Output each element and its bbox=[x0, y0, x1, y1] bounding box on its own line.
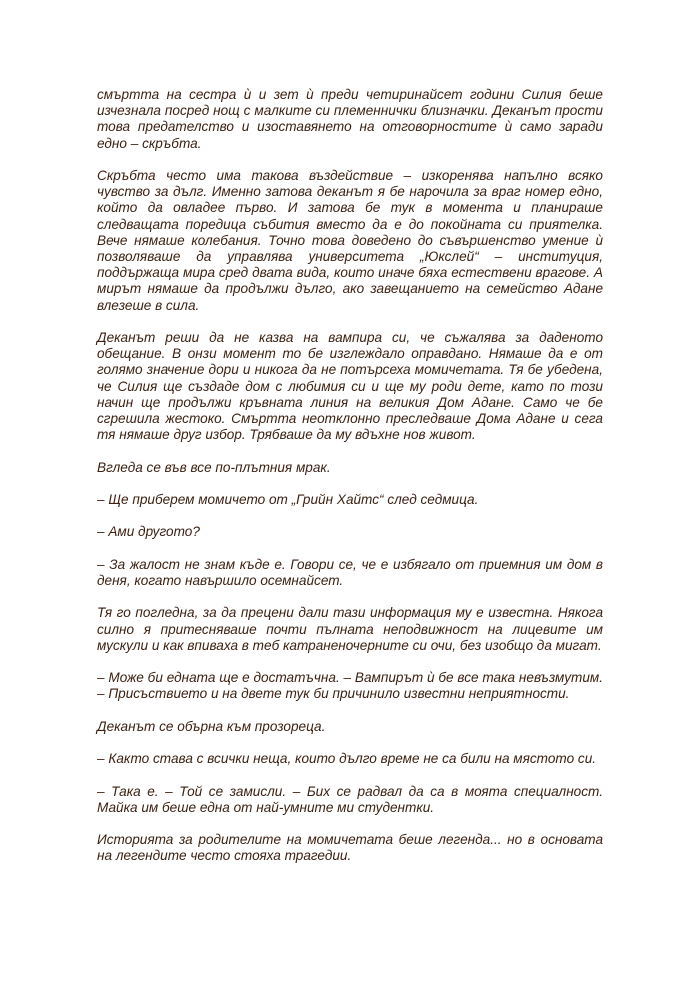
paragraph-7: – За жалост не знам къде е. Говори се, че е избягало от приемния им дом в деня, когато навършило осемнайсет. bbox=[97, 556, 603, 588]
paragraph-2: Скръбта често има такова въздействие – изкоренява напълно всяко чувство за дълг. Именно затова деканът я бе нарочила за враг номер едно, който да овладее първо. И затова бе тук в момента и планираше следващата поредица събития вместо да е до покойната си приятелка. Вече нямаше колебания. Точно това доведено до съвършенство умение ѝ позволяваше да управлява университета „Юкслей“ – институция, поддържаща мира сред двата вида, които иначе бяха естествени врагове. А мирът нямаше да продължи дълго, ако завещанието на семейство Адане влезеше в сила. bbox=[97, 168, 603, 313]
paragraph-6: – Ами другото? bbox=[97, 524, 200, 540]
paragraph-13: Историята за родителите на момичетата беше легенда... но в основата на легендите често стояха трагедии. bbox=[97, 832, 603, 864]
document-page bbox=[97, 87, 603, 881]
paragraph-10: Деканът се обърна към прозореца. bbox=[97, 718, 326, 734]
paragraph-3: Деканът реши да не казва на вампира си, че съжалява за даденото обещание. В онзи момент то бе изглеждало оправдано. Нямаше да е от голямо значение дори и никога да не потърсеха момичетата. Тя бе убедена, че Силия ще създаде дом с любимия си и ще му роди дете, като по този начин ще продължи кръвната линия на великия Дом Адане. Само че бе сгрешила жестоко. Смъртта неотклонно преследваше Дома Адане и сега тя нямаше друг избор. Трябваше да му вдъхне нов живот. bbox=[97, 330, 603, 443]
paragraph-4: Вгледа се във все по-плътния мрак. bbox=[97, 459, 331, 475]
paragraph-1: смъртта на сестра ѝ и зет ѝ преди четиринайсет години Силия беше изчезнала посред нощ с малките си племеннички близначки. Деканът прости това предателство и изоставянето на отговорностите ѝ само заради едно – скръбта. bbox=[97, 87, 603, 151]
paragraph-12: – Така е. – Той се замисли. – Бих се радвал да са в моята специалност. Майка им беше една от най-умните ми студентки. bbox=[97, 783, 603, 815]
paragraph-11: – Както става с всички неща, които дълго време не са били на мястото си. bbox=[97, 751, 597, 767]
paragraph-5: – Ще приберем момичето от „Грийн Хайтс“ след седмица. bbox=[97, 492, 479, 508]
paragraph-8: Тя го погледна, за да прецени дали тази информация му е известна. Някога силно я притесняваше почти пълната неподвижност на лицевите им мускули и как впиваха в теб катраненочерните си очи, без изобщо да мигат. bbox=[97, 605, 603, 653]
paragraph-9: – Може би едната ще е достатъчна. – Вампирът ѝ бе все така невъзмутим. – Присъствието и на двете тук би причинило известни неприятности. bbox=[97, 670, 603, 702]
